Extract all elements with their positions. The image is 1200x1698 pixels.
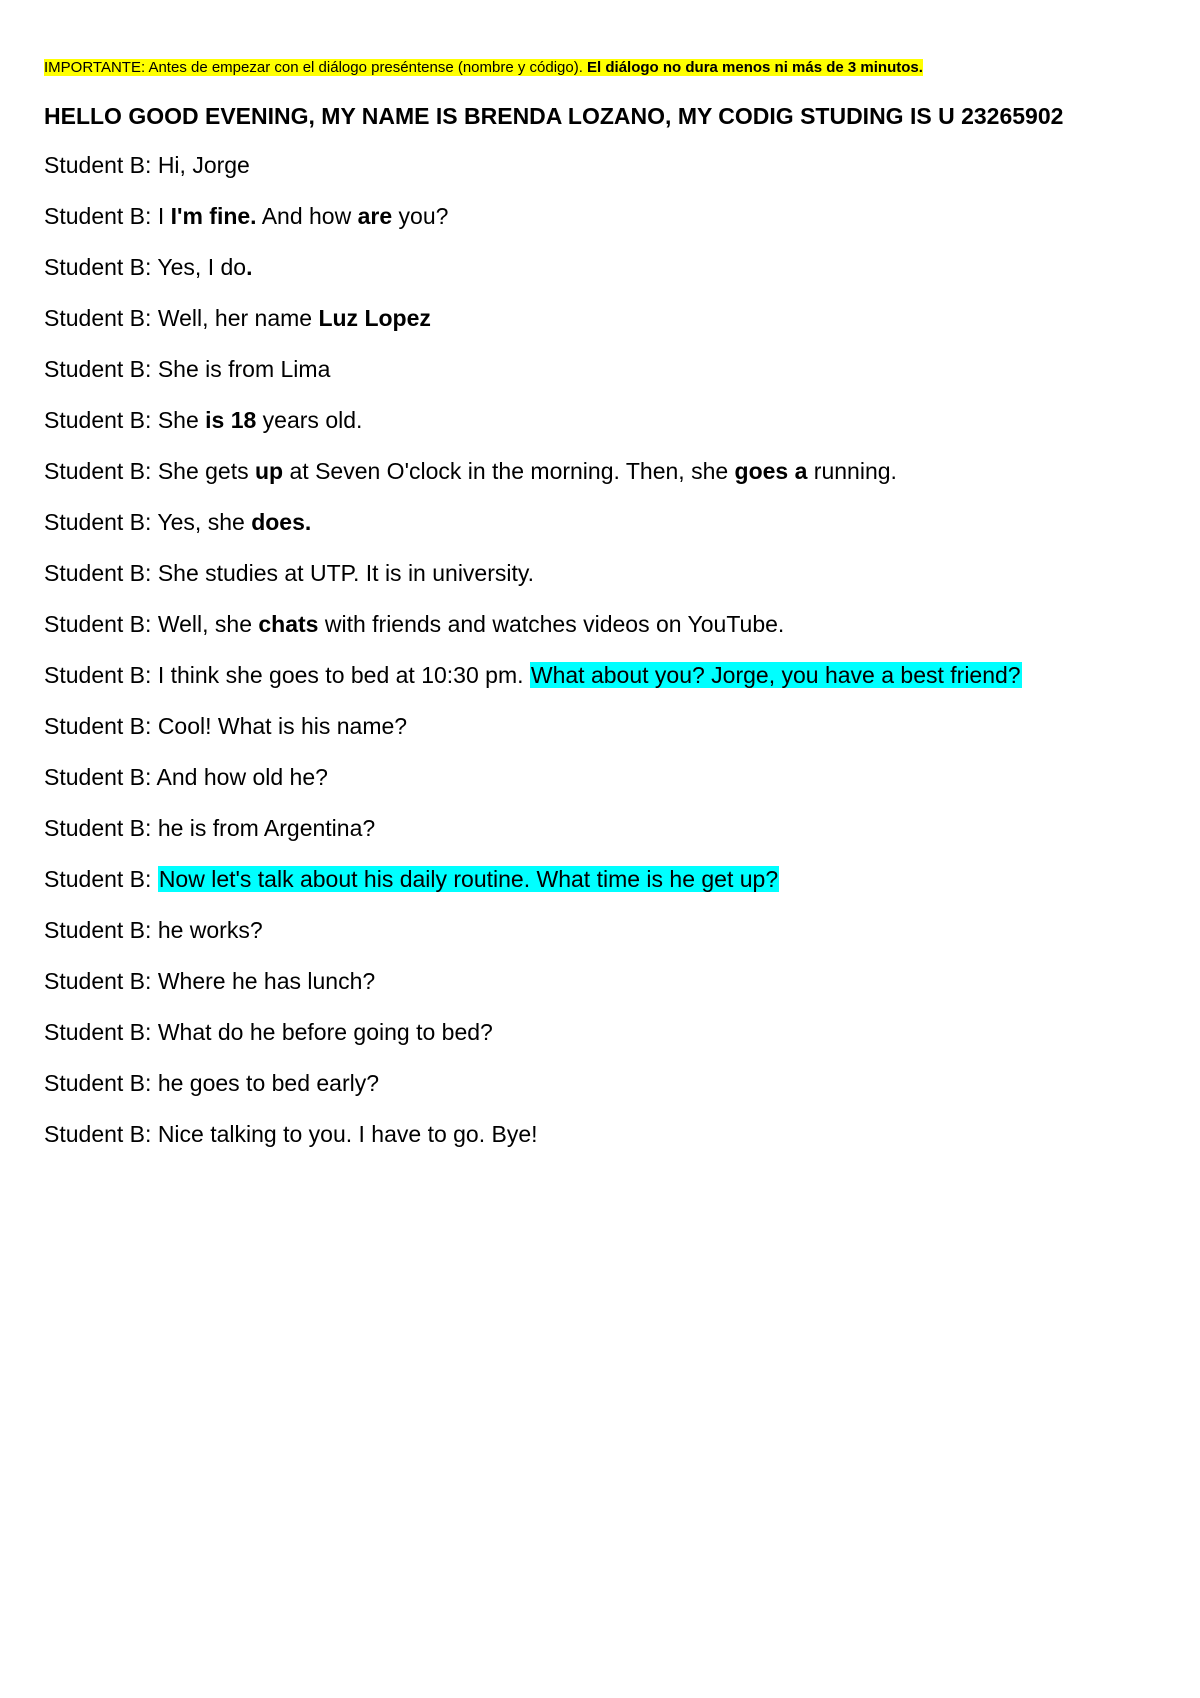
speaker-separator: : bbox=[145, 152, 158, 178]
line-text: you? bbox=[392, 203, 449, 229]
speaker-separator: : bbox=[145, 662, 158, 688]
bold-text: is 18 bbox=[205, 407, 257, 433]
highlighted-question: What about you? Jorge, you have a best friend? bbox=[530, 662, 1021, 688]
line-text: he goes to bed early? bbox=[157, 1070, 380, 1096]
line-text: Well, her name bbox=[157, 305, 319, 331]
bold-text: Luz Lopez bbox=[318, 305, 431, 331]
speaker-label: Student B bbox=[44, 917, 146, 943]
highlighted-question: Now let's talk about his daily routine. What time is he get up? bbox=[158, 866, 779, 892]
dialogue-line bbox=[44, 660, 1022, 711]
speaker-label: Student B bbox=[44, 407, 146, 433]
speaker-label: Student B bbox=[44, 560, 146, 586]
bold-text: chats bbox=[258, 611, 319, 637]
bold-text: are bbox=[357, 203, 393, 229]
bold-text: up bbox=[255, 458, 284, 484]
dialogue-line bbox=[44, 762, 1022, 813]
dialogue-line bbox=[44, 1017, 1022, 1068]
bold-text: I'm fine. bbox=[170, 203, 257, 229]
line-text: Well, she bbox=[157, 611, 259, 637]
line-text: And how bbox=[256, 203, 358, 229]
speaker-separator: : bbox=[145, 611, 158, 637]
dialogue-line bbox=[44, 354, 1022, 405]
line-text: Cool! What is his name? bbox=[157, 713, 408, 739]
speaker-label: Student B bbox=[44, 815, 146, 841]
line-text: She gets bbox=[157, 458, 255, 484]
notice-highlight bbox=[44, 59, 923, 76]
speaker-separator: : bbox=[145, 917, 158, 943]
speaker-label: Student B bbox=[44, 764, 146, 790]
dialogue-line bbox=[44, 456, 1022, 507]
speaker-label: Student B bbox=[44, 611, 146, 637]
notice-rule: El diálogo no dura menos ni más de 3 minutos. bbox=[587, 59, 923, 76]
bold-text: goes a bbox=[734, 458, 808, 484]
speaker-separator: : bbox=[145, 509, 158, 535]
speaker-separator: : bbox=[145, 968, 158, 994]
speaker-label: Student B bbox=[44, 1121, 146, 1147]
speaker-label: Student B bbox=[44, 662, 146, 688]
line-text: She bbox=[157, 407, 206, 433]
line-text: he works? bbox=[157, 917, 263, 943]
speaker-separator: : bbox=[145, 1070, 158, 1096]
dialogue-line bbox=[44, 405, 1022, 456]
speaker-separator: : bbox=[145, 305, 158, 331]
speaker-separator: : bbox=[145, 713, 158, 739]
speaker-separator: : bbox=[145, 560, 158, 586]
speaker-label: Student B bbox=[44, 254, 146, 280]
speaker-label: Student B bbox=[44, 1019, 146, 1045]
line-text: And how old he? bbox=[156, 764, 328, 790]
line-text: years old. bbox=[256, 407, 363, 433]
speaker-separator: : bbox=[145, 815, 158, 841]
line-text: running. bbox=[807, 458, 897, 484]
line-text: She is from Lima bbox=[157, 356, 331, 382]
speaker-separator: : bbox=[145, 1019, 158, 1045]
notice-prefix: IMPORTANTE: Antes de empezar con el diálogo preséntense (nombre y código). bbox=[44, 59, 588, 76]
speaker-separator: : bbox=[145, 764, 157, 790]
speaker-label: Student B bbox=[44, 356, 146, 382]
line-text: at Seven O'clock in the morning. Then, she bbox=[283, 458, 735, 484]
line-text: Nice talking to you. I have to go. Bye! bbox=[157, 1121, 538, 1147]
line-text: Yes, I do bbox=[157, 254, 247, 280]
dialogue-line bbox=[44, 252, 1022, 303]
speaker-label: Student B bbox=[44, 1070, 146, 1096]
line-text: Where he has lunch? bbox=[157, 968, 376, 994]
line-text: She studies at UTP. It is in university. bbox=[157, 560, 535, 586]
speaker-separator: : bbox=[145, 866, 158, 892]
speaker-label: Student B bbox=[44, 458, 146, 484]
dialogue-line bbox=[44, 201, 1022, 252]
speaker-separator: : bbox=[145, 1121, 158, 1147]
line-text: I think she goes to bed at 10:30 pm. bbox=[157, 662, 530, 688]
bold-text: does. bbox=[251, 509, 312, 535]
dialogue-line bbox=[44, 609, 1022, 660]
speaker-label: Student B bbox=[44, 152, 146, 178]
line-text: he is from Argentina? bbox=[157, 815, 376, 841]
line-text: with friends and watches videos on YouTube. bbox=[318, 611, 785, 637]
speaker-separator: : bbox=[145, 458, 158, 484]
speaker-label: Student B bbox=[44, 203, 146, 229]
student-introduction: HELLO GOOD EVENING, MY NAME IS BRENDA LOZANO, MY CODIG STUDING IS U 23265902 bbox=[44, 103, 1064, 129]
dialogue-line bbox=[44, 507, 1022, 558]
speaker-separator: : bbox=[145, 254, 158, 280]
dialogue-line bbox=[44, 813, 1022, 864]
dialogue-list bbox=[44, 150, 1022, 1170]
line-text: What do he before going to bed? bbox=[157, 1019, 493, 1045]
line-text: I bbox=[157, 203, 171, 229]
dialogue-line bbox=[44, 558, 1022, 609]
line-text: Hi, Jorge bbox=[157, 152, 250, 178]
dialogue-line bbox=[44, 915, 1022, 966]
speaker-label: Student B bbox=[44, 305, 146, 331]
dialogue-line bbox=[44, 1068, 1022, 1119]
dialogue-line bbox=[44, 966, 1022, 1017]
dialogue-line bbox=[44, 150, 1022, 201]
dialogue-line bbox=[44, 864, 1022, 915]
speaker-label: Student B bbox=[44, 866, 146, 892]
dialogue-line bbox=[44, 1119, 1022, 1170]
speaker-separator: : bbox=[145, 203, 158, 229]
speaker-label: Student B bbox=[44, 713, 146, 739]
line-text: Yes, she bbox=[157, 509, 252, 535]
dialogue-line bbox=[44, 303, 1022, 354]
speaker-label: Student B bbox=[44, 509, 146, 535]
bold-text: . bbox=[246, 254, 253, 280]
dialogue-line bbox=[44, 711, 1022, 762]
speaker-separator: : bbox=[145, 356, 158, 382]
speaker-separator: : bbox=[145, 407, 158, 433]
important-notice bbox=[44, 58, 923, 77]
speaker-label: Student B bbox=[44, 968, 146, 994]
